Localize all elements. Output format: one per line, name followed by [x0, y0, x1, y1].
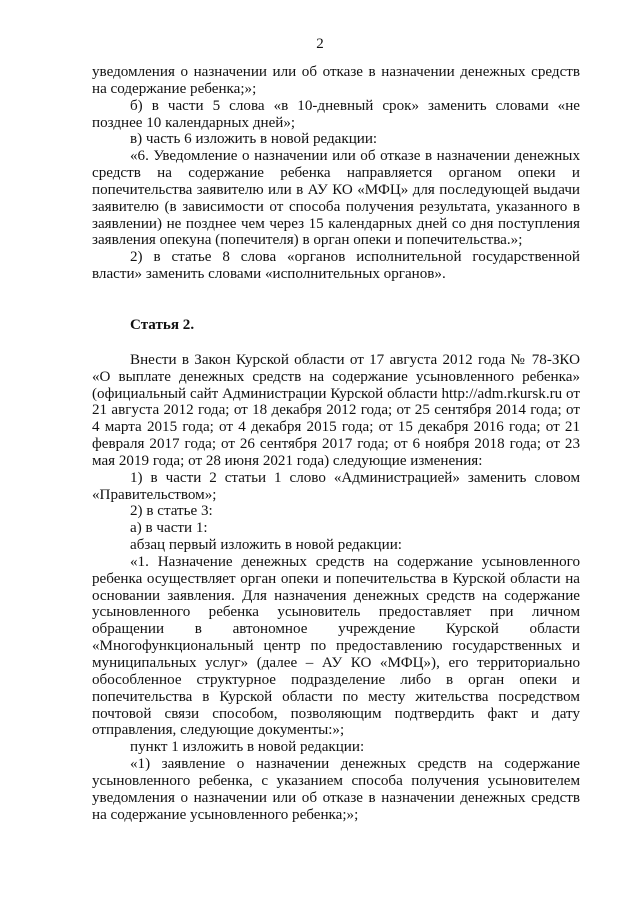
paragraph: пункт 1 изложить в новой редакции:	[130, 739, 365, 756]
paragraph: б) в части 5 слова «в 10-дневный срок» заменить словами «не позднее 10 календарных дней»;	[92, 97, 580, 131]
paragraph: абзац первый изложить в новой редакции:	[130, 537, 402, 554]
article-heading: Статья 2.	[130, 316, 195, 333]
paragraph: уведомления о назначении или об отказе в назначении денежных средств на содержание ребенка;»;	[92, 64, 580, 97]
paragraph: «1) заявление о назначении денежных средств на содержание усыновленного ребенка, с указанием способа получения усыновителем уведомления о назначении или об отказе в назначении денежных средств на содержание усыновленного ребенка;»;	[92, 756, 580, 823]
document-body	[92, 64, 580, 823]
paragraph: Внести в Закон Курской области от 17 августа 2012 года № 78-ЗКО «О выплате денежных средств на содержание усыновленного ребенка» (официальный сайт Администрации Курской области http://adm.rkursk.ru от 21 августа 2012 года; от 18 декабря 2012 года; от 25 сентября 2014 года; от 4 марта 2015 года; от 4 декабря 2015 года; от 15 декабря 2016 года; от 21 февраля 2017 года; от 26 сентября 2017 года; от 6 ноября 2018 года; от 23 мая 2019 года; от 28 июня 2021 года) следующие изменения:	[92, 351, 580, 469]
paragraph: «6. Уведомление о назначении или об отказе в назначении денежных средств на содержание ребенка направляется органом опеки и попечительства заявителю или в АУ КО «МФЦ» для последующей выдачи заявителю (в зависимости от способа получения результата, указанного в заявлении) не позднее чем через 15 календарных дней со дня поступления заявления опекуна (попечителя) в орган опеки и попечительства.»;	[92, 148, 580, 249]
paragraph: 2) в статье 8 слова «органов исполнительной государственной власти» заменить словами «исполнительных органов».	[92, 249, 580, 283]
paragraph: «1. Назначение денежных средств на содержание усыновленного ребенка осуществляет орган опеки и попечительства в Курской области на основании заявления. Для назначения денежных средств на содержание усыновленного ребенка усыновитель предоставляет при личном обращении в автономное учреждение Курской области «Многофункциональный центр по предоставлению государственных и муниципальных услуг» (далее – АУ КО «МФЦ»), его территориально обособленное структурное подразделение либо в орган опеки и попечительства в Курской области по месту жительства посредством почтовой связи способом, позволяющим подтвердить факт и дату отправления, следующие документы:»;	[92, 553, 580, 739]
paragraph: 1) в части 2 статьи 1 слово «Администрацией» заменить словом «Правительством»;	[92, 469, 580, 503]
page-number: 2	[316, 36, 324, 52]
paragraph: 2) в статье 3:	[130, 503, 213, 520]
paragraph: в) часть 6 изложить в новой редакции:	[130, 131, 378, 148]
paragraph: а) в части 1:	[130, 520, 208, 537]
